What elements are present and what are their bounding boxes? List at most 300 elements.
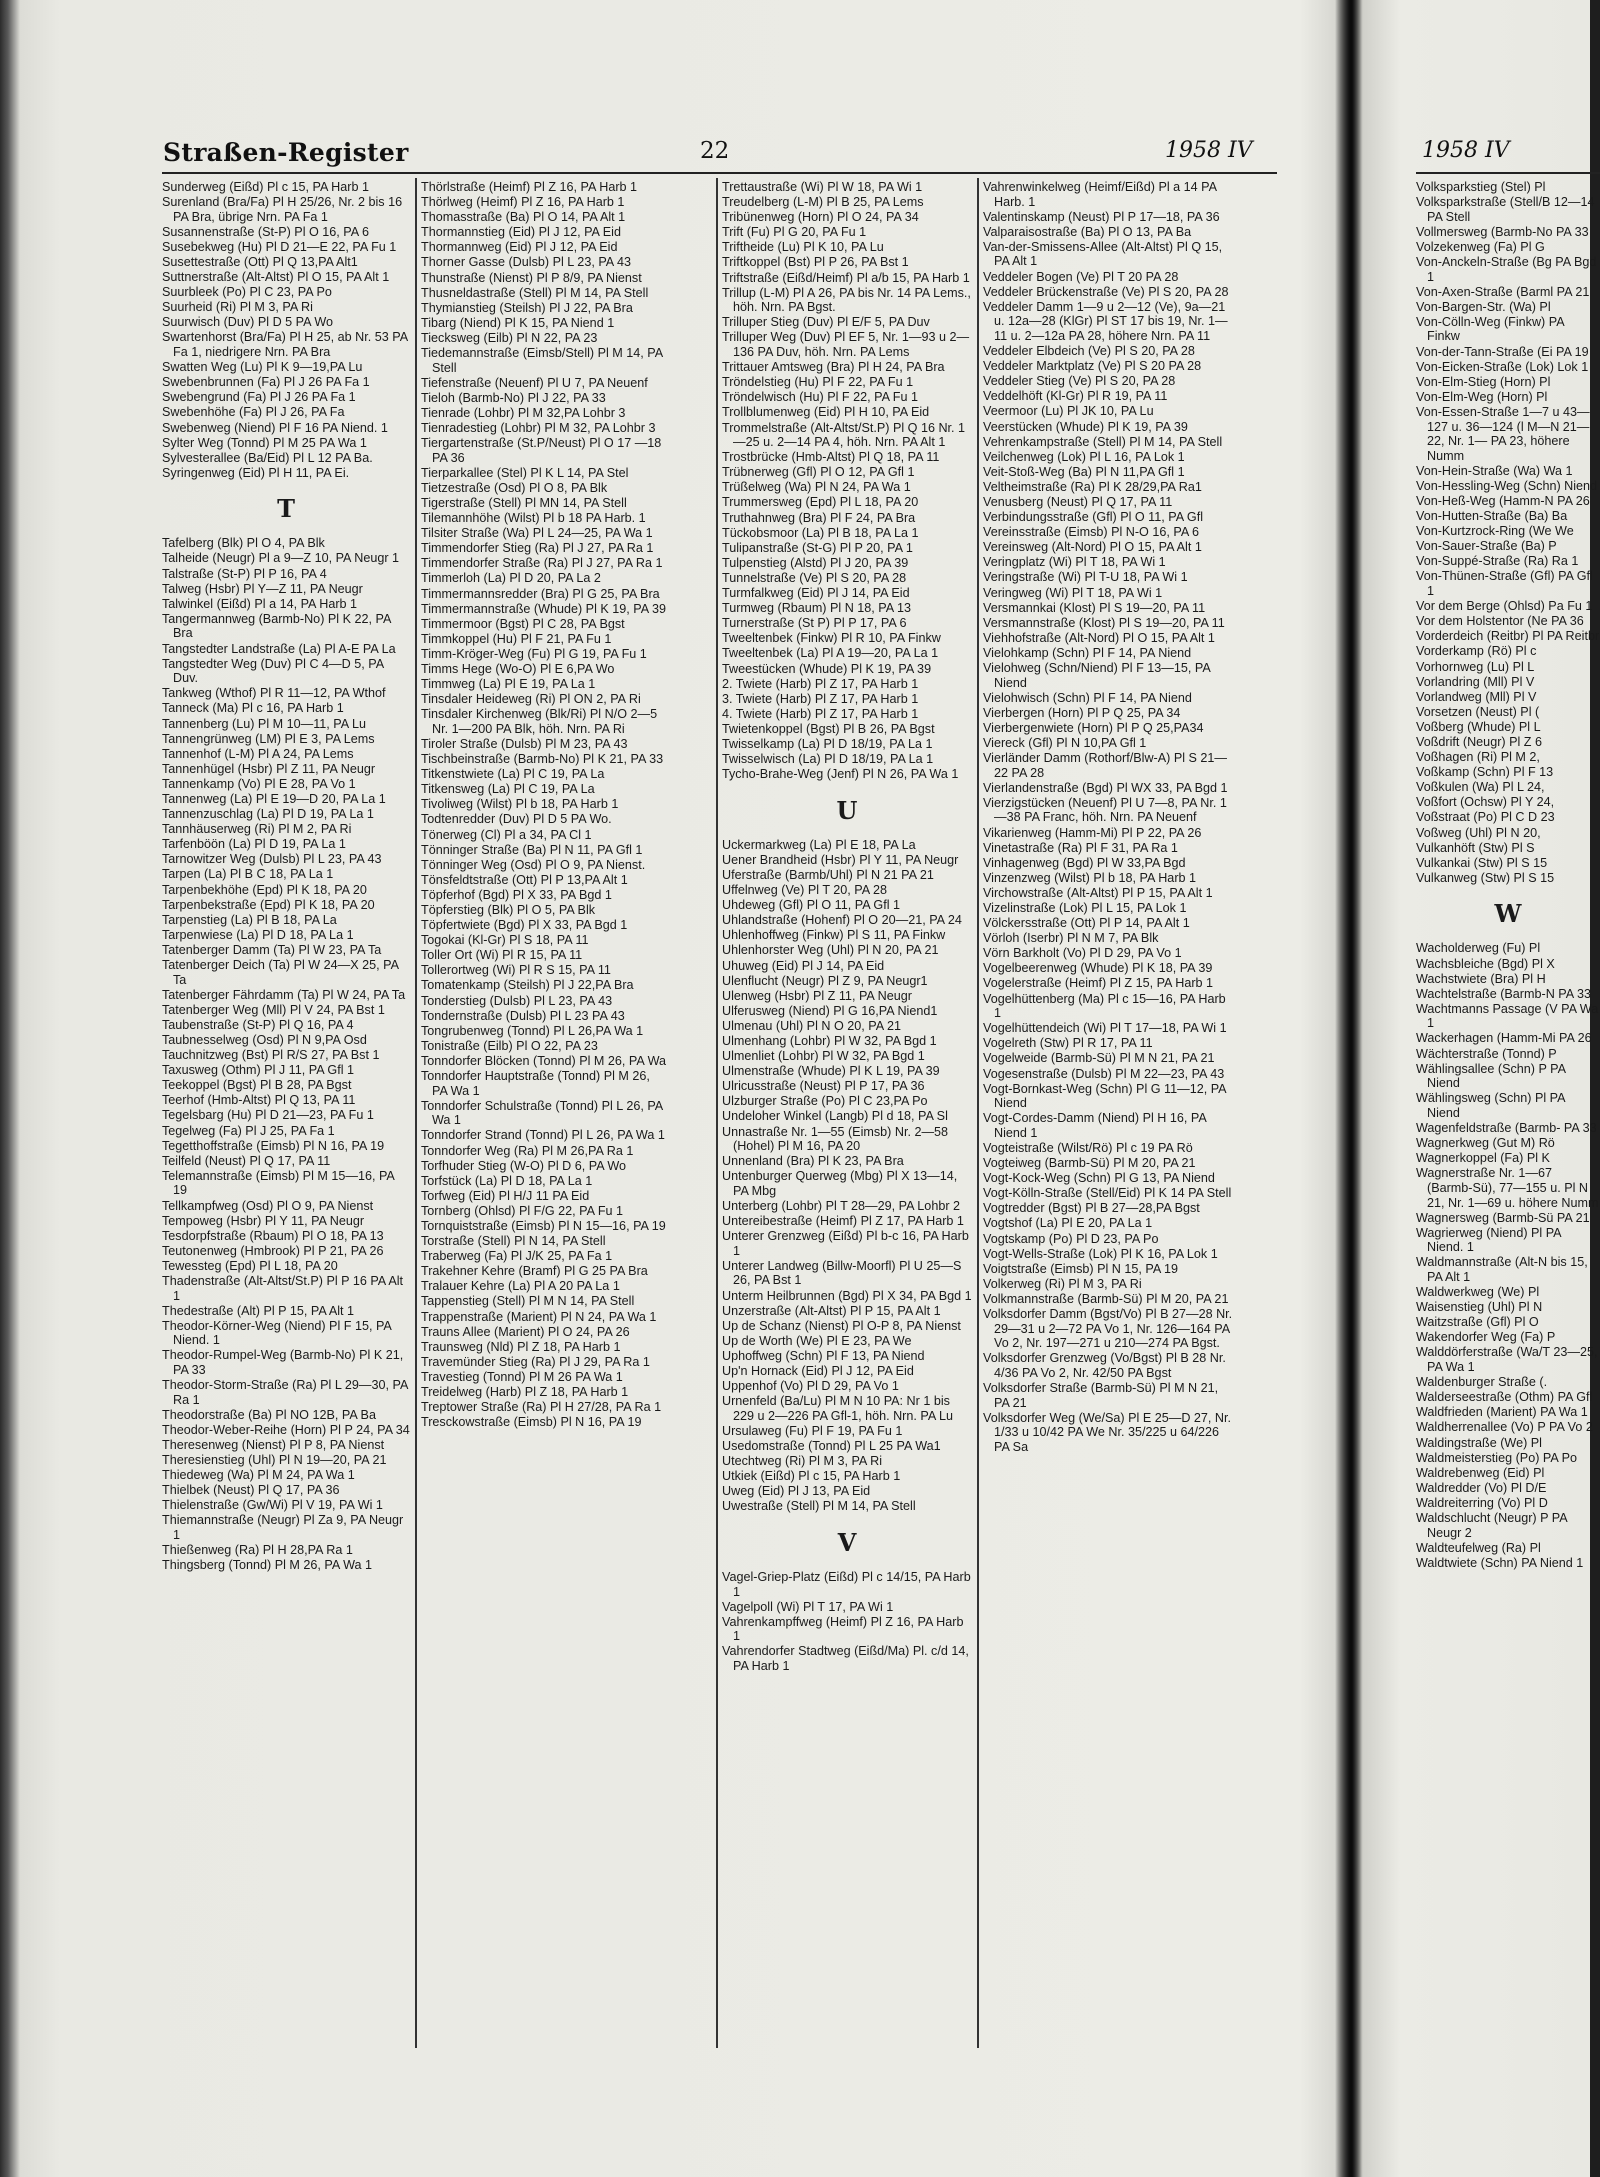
street-entry: Treudelberg (L-M) Pl B 25, PA Lems	[722, 195, 924, 210]
street-entry: Volksparkstraße (Stell/B 12—14 PA Stell	[1416, 195, 1595, 224]
street-entry: Ulricusstraße (Neust) Pl P 17, PA 36	[722, 1079, 925, 1094]
street-entry: Thingsberg (Tonnd) Pl M 26, PA Wa 1	[162, 1558, 372, 1573]
street-entry: Uhlandstraße (Hohenf) Pl O 20—21, PA 24	[722, 913, 962, 928]
street-entry: Vogt-Wells-Straße (Lok) Pl K 16, PA Lok 1	[983, 1246, 1218, 1261]
street-entry: Vorlandweg (Mll) Pl V	[1416, 689, 1537, 704]
street-entry: Tonderstieg (Dulsb) Pl L 23, PA 43	[421, 993, 613, 1008]
street-entry: Voßkamp (Schn) Pl F 13	[1416, 765, 1554, 780]
street-entry: Unnenland (Bra) Pl K 23, PA Bra	[722, 1154, 904, 1169]
section-letter-w: W	[1494, 899, 1522, 929]
street-entry: Theodor-Weber-Reihe (Horn) Pl P 24, PA 34	[162, 1422, 410, 1437]
street-entry: Sylvesterallee (Ba/Eid) Pl L 12 PA Ba.	[162, 450, 373, 465]
street-entry: Traunsweg (Nld) Pl Z 18, PA Harb 1	[421, 1339, 621, 1354]
street-entry: Veit-Stoß-Weg (Ba) Pl N 11,PA Gfl 1	[983, 464, 1185, 479]
street-entry: Teilfeld (Neust) Pl Q 17, PA 11	[162, 1153, 331, 1168]
street-entry: Tangstedter Landstraße (La) Pl A-E PA La	[162, 641, 396, 656]
street-entry: Thörlweg (Heimf) Pl Z 16, PA Harb 1	[421, 195, 625, 210]
street-entry: Wagnerkoppel (Fa) Pl K	[1416, 1151, 1550, 1166]
street-entry: Traberweg (Fa) Pl J/K 25, PA Fa 1	[421, 1249, 613, 1264]
street-entry: Von-Suppé-Straße (Ra) Ra 1	[1416, 554, 1579, 569]
street-entry: Von-der-Tann-Straße (Ei PA 19	[1416, 344, 1589, 359]
street-entry: Tornberg (Ohlsd) Pl F/G 22, PA Fu 1	[421, 1203, 624, 1218]
street-entry: Taxusweg (Othm) Pl J 11, PA Gfl 1	[162, 1063, 355, 1078]
entry-list	[1416, 941, 1600, 1570]
street-entry: Theodor-Storm-Straße (Ra) Pl L 29—30, PA Ra 1	[162, 1378, 408, 1407]
street-entry: Viehhofstraße (Alt-Nord) Pl O 15, PA Alt 1	[983, 630, 1215, 645]
street-entry: Thießenweg (Ra) Pl H 28,PA Ra 1	[162, 1543, 353, 1558]
street-entry: Vorlandring (Mll) Pl V	[1416, 674, 1535, 689]
street-entry: Tafelberg (Blk) Pl O 4, PA Blk	[162, 536, 325, 551]
street-entry: Walddörferstraße (Wa/T 23—25, PA Wa 1	[1416, 1345, 1598, 1375]
street-entry: Wagnerkweg (Gut M) Rö	[1416, 1136, 1555, 1151]
street-entry: Thormannweg (Eid) Pl J 12, PA Eid	[421, 240, 618, 255]
street-entry: Valentinskamp (Neust) Pl P 17—18, PA 36	[983, 209, 1220, 224]
street-entry: Tivoliweg (Wilst) Pl b 18, PA Harb 1	[421, 797, 619, 812]
street-entry: Tribünenweg (Horn) Pl O 24, PA 34	[722, 210, 919, 225]
street-entry: Unterer Grenzweg (Eißd) Pl b-c 16, PA Harb 1	[722, 1229, 969, 1258]
street-entry: Tempoweg (Hsbr) Pl Y 11, PA Neugr	[162, 1213, 365, 1228]
street-entry: Tarpenbekstraße (Epd) Pl K 18, PA 20	[162, 897, 375, 912]
street-entry: Suurbleek (Po) Pl C 23, PA Po	[162, 285, 332, 300]
street-entry: Wagenfeldstraße (Barmb- PA 33	[1416, 1121, 1597, 1136]
street-entry: Voßkulen (Wa) Pl L 24,	[1416, 780, 1545, 795]
street-entry: Utkiek (Eißd) Pl c 15, PA Harb 1	[722, 1469, 901, 1484]
street-entry: Tierparkallee (Stel) Pl K L 14, PA Stel	[421, 465, 629, 480]
street-entry: Theodorstraße (Ba) Pl NO 12B, PA Ba	[162, 1407, 376, 1422]
street-entry: Triftstraße (Eißd/Heimf) Pl a/b 15, PA Harb 1	[722, 270, 970, 285]
street-entry: Uffelnweg (Ve) Pl T 20, PA 28	[722, 883, 887, 898]
street-entry: Todtenredder (Duv) Pl D 5 PA Wo.	[421, 812, 612, 827]
street-entry: Von-Hessling-Weg (Schn) Niend	[1416, 478, 1598, 493]
street-entry: Vierbergen (Horn) Pl P Q 25, PA 34	[983, 705, 1181, 720]
street-entry: Vogelbeerenweg (Whude) Pl K 18, PA 39	[983, 961, 1213, 976]
street-entry: Thielenstraße (Gw/Wi) Pl V 19, PA Wi 1	[162, 1498, 383, 1513]
street-entry: Trummersweg (Epd) Pl L 18, PA 20	[722, 495, 919, 510]
street-entry: Töpferstieg (Blk) Pl O 5, PA Blk	[421, 903, 596, 917]
street-entry: Treptower Straße (Ra) Pl H 27/28, PA Ra 1	[421, 1400, 662, 1415]
street-entry: Tatenberger Damm (Ta) Pl W 23, PA Ta	[162, 942, 382, 957]
street-entry: Von-Essen-Straße 1—7 u 43—127 u. 36—124 (l M—N 21—22, Nr. 1— PA 23, höhere Numm	[1416, 404, 1590, 463]
street-entry: Tongrubenweg (Tonnd) Pl L 26,PA Wa 1	[421, 1023, 644, 1038]
street-entry: Truthahnweg (Bra) Pl F 24, PA Bra	[722, 510, 916, 525]
street-entry: Wackerhagen (Hamm-Mi PA 26	[1416, 1031, 1592, 1046]
street-entry: Unnastraße Nr. 1—55 (Eimsb) Nr. 2—58 (Hohel) Pl M 16, PA 20	[722, 1124, 949, 1154]
street-entry: Valparaisostraße (Ba) Pl O 13, PA Ba	[983, 224, 1192, 239]
street-entry: Tegetthoffstraße (Eimsb) Pl N 16, PA 19	[162, 1138, 385, 1153]
street-entry: Viereck (Gfl) Pl N 10,PA Gfl 1	[983, 735, 1147, 750]
street-entry: Von-Elm-Weg (Horn) Pl	[1416, 389, 1548, 404]
street-entry: Vagelpoll (Wi) Pl T 17, PA Wi 1	[722, 1599, 894, 1614]
street-entry: Tankweg (Wthof) Pl R 11—12, PA Wthof	[162, 686, 386, 701]
street-entry: Tralauer Kehre (La) Pl A 20 PA La 1	[421, 1279, 620, 1294]
street-entry: Turmweg (Rbaum) Pl N 18, PA 13	[722, 601, 911, 616]
street-entry: Uener Brandheid (Hsbr) Pl Y 11, PA Neugr	[722, 852, 959, 867]
street-entry: Vogelweide (Barmb-Sü) Pl M N 21, PA 21	[983, 1051, 1215, 1066]
street-entry: Thiemannstraße (Neugr) Pl Za 9, PA Neugr 1	[162, 1513, 404, 1543]
street-entry: Unzerstraße (Alt-Altst) Pl P 15, PA Alt 1	[722, 1303, 941, 1318]
street-entry: Swebengrund (Fa) Pl J 26 PA Fa 1	[162, 390, 356, 405]
street-entry: Vörloh (Iserbr) Pl N M 7, PA Blk	[983, 931, 1159, 946]
street-entry: Vogtredder (Bgst) Pl B 27—28,PA Bgst	[983, 1201, 1200, 1216]
entry-list	[162, 180, 410, 480]
street-entry: Turnerstraße (St P) Pl P 17, PA 6	[722, 616, 907, 631]
street-entry: Volzekenweg (Fa) Pl G	[1416, 239, 1545, 254]
street-entry: Surenland (Bra/Fa) Pl H 25/26, Nr. 2 bis 16 PA Bra, übrige Nrn. PA Fa 1	[162, 195, 403, 224]
street-entry: Veerstücken (Whude) Pl K 19, PA 39	[983, 419, 1188, 434]
street-entry: Veddeler Brückenstraße (Ve) Pl S 20, PA 28	[983, 284, 1229, 299]
edition-year-left: 1958 IV	[1165, 138, 1253, 163]
street-entry: Tegelweg (Fa) Pl J 25, PA Fa 1	[162, 1123, 335, 1138]
street-entry: Torfstück (La) Pl D 18, PA La 1	[421, 1173, 593, 1188]
street-entry: Wachsbleiche (Bgd) Pl X	[1416, 956, 1555, 971]
street-entry: Tarpenbekhöhe (Epd) Pl K 18, PA 20	[162, 882, 367, 897]
street-entry: Theodor-Körner-Weg (Niend) Pl F 15, PA Niend. 1	[162, 1318, 392, 1348]
street-entry: Sunderweg (Eißd) Pl c 15, PA Harb 1	[162, 180, 369, 194]
street-entry: Trift (Fu) Pl G 20, PA Fu 1	[722, 225, 867, 240]
street-entry: Waldherrenallee (Vo) P PA Vo 2	[1416, 1420, 1593, 1435]
street-entry: Swartenhorst (Bra/Fa) Pl H 25, ab Nr. 53 PA Fa 1, niedrigere Nrn. PA Bra	[162, 330, 408, 360]
street-entry: Ulenweg (Hsbr) Pl Z 11, PA Neugr	[722, 988, 912, 1003]
street-entry: Vulkankai (Stw) Pl S 15	[1416, 855, 1548, 870]
street-entry: Tarpenwiese (La) Pl D 18, PA La 1	[162, 927, 354, 942]
street-entry: Voßhagen (Ri) Pl M 2,	[1416, 750, 1540, 765]
street-entry: Vikarienweg (Hamm-Mi) Pl P 22, PA 26	[983, 825, 1202, 840]
street-entry: Voßweg (Uhl) Pl N 20,	[1416, 825, 1541, 840]
street-entry: Von-Bargen-Str. (Wa) Pl	[1416, 299, 1551, 314]
street-entry: Veddeler Elbdeich (Ve) Pl S 20, PA 28	[983, 344, 1195, 359]
street-entry: Ulmenliet (Lohbr) Pl W 32, PA Bgd 1	[722, 1049, 925, 1064]
entry-list	[722, 180, 972, 782]
street-entry: Vorderkamp (Rö) Pl c	[1416, 644, 1537, 659]
entry-list	[722, 1570, 972, 1674]
street-entry: Untenburger Querweg (Mbg) Pl X 13—14, PA Mbg	[722, 1169, 958, 1198]
street-entry: Tiefenstraße (Neuenf) Pl U 7, PA Neuenf	[421, 375, 648, 390]
street-entry: Tienrade (Lohbr) Pl M 32,PA Lohbr 3	[421, 405, 626, 420]
street-entry: Von-Cölln-Weg (Finkw) PA Finkw	[1416, 314, 1564, 344]
street-entry: Uhlenhoffweg (Finkw) Pl S 11, PA Finkw	[722, 928, 946, 943]
street-entry: Vogelerstraße (Heimf) Pl Z 15, PA Harb 1	[983, 976, 1214, 991]
street-entry: Waldreiterring (Vo) Pl D	[1416, 1495, 1548, 1510]
edition-year-right: 1958 IV	[1422, 138, 1510, 163]
street-entry: Uckermarkweg (La) Pl E 18, PA La	[722, 837, 916, 852]
street-entry: Veddeler Damm 1—9 u 2—12 (Ve), 9a—21 u. 12a—28 (KlGr) Pl ST 17 bis 19, Nr. 1—11 u. 2—12a PA 28, höhere Nrn. PA 11	[983, 299, 1228, 343]
street-entry: Twisselwisch (La) Pl D 18/19, PA La 1	[722, 752, 934, 767]
street-entry: Veilchenweg (Lok) Pl L 16, PA Lok 1	[983, 449, 1185, 464]
street-entry: Tornquiststraße (Eimsb) Pl N 15—16, PA 19	[421, 1218, 666, 1233]
street-entry: Vogt-Bornkast-Weg (Schn) Pl G 11—12, PA Niend	[983, 1081, 1226, 1111]
street-entry: Timmweg (La) Pl E 19, PA La 1	[421, 677, 596, 692]
header-rule-left	[162, 172, 1277, 174]
header-rule-right	[1416, 172, 1600, 174]
street-entry: Vagel-Griep-Platz (Eißd) Pl c 14/15, PA Harb 1	[722, 1569, 971, 1599]
street-entry: Tannenzuschlag (La) Pl D 19, PA La 1	[162, 807, 374, 822]
street-entry: Vogt-Kölln-Straße (Stell/Eid) Pl K 14 PA Stell	[983, 1186, 1232, 1201]
street-entry: Tannengrünweg (LM) Pl E 3, PA Lems	[162, 731, 375, 746]
street-entry: Vor dem Berge (Ohlsd) Pa Fu 1	[1416, 599, 1593, 614]
street-entry: Wagnerstraße Nr. 1—67 (Barmb-Sü), 77—155 u. Pl N 21, Nr. 1—69 u. höhere Numm	[1416, 1166, 1599, 1210]
street-entry: Tonndorfer Blöcken (Tonnd) Pl M 26, PA Wa	[421, 1053, 666, 1068]
street-entry: Veddelhöft (Kl-Gr) Pl R 19, PA 11	[983, 389, 1168, 404]
street-entry: Tarpen (La) Pl B C 18, PA La 1	[162, 867, 334, 882]
street-entry: Thunstraße (Nienst) Pl P 8/9, PA Nienst	[421, 270, 642, 285]
street-entry: Tieloh (Barmb-No) Pl J 22, PA 33	[421, 390, 606, 405]
street-entry: Tilsiter Straße (Wa) Pl L 24—25, PA Wa 1	[421, 526, 653, 541]
street-entry: Vahrenkampffweg (Heimf) Pl Z 16, PA Harb 1	[722, 1614, 964, 1644]
street-entry: Von-Hutten-Straße (Ba) Ba	[1416, 509, 1568, 524]
street-entry: Verbindungsstraße (Gfl) Pl O 11, PA Gfl	[983, 510, 1204, 525]
street-entry: Timmermannsredder (Bra) Pl G 25, PA Bra	[421, 586, 660, 601]
street-entry: Vinetastraße (Ra) Pl F 31, PA Ra 1	[983, 840, 1178, 855]
street-entry: Teekoppel (Bgst) Pl B 28, PA Bgst	[162, 1078, 352, 1093]
street-entry: Wagrierweg (Niend) Pl PA Niend. 1	[1416, 1225, 1561, 1255]
street-entry: Walderseestraße (Othm) PA Gfl	[1416, 1390, 1593, 1405]
street-entry: Von-Heß-Weg (Hamm-N PA 26	[1416, 493, 1590, 508]
street-column-2	[421, 180, 668, 2060]
street-entry: Voßstraat (Po) Pl C D 23	[1416, 810, 1555, 825]
street-entry: Trittauer Amtsweg (Bra) Pl H 24, PA Bra	[722, 360, 945, 375]
street-entry: Veddeler Marktplatz (Ve) Pl S 20 PA 28	[983, 359, 1202, 374]
street-entry: Tonistraße (Eilb) Pl O 22, PA 23	[421, 1038, 598, 1053]
street-entry: Tunnelstraße (Ve) Pl S 20, PA 28	[722, 570, 907, 585]
street-entry: Tiroler Straße (Dulsb) Pl M 23, PA 43	[421, 736, 628, 751]
street-entry: Tröndelwisch (Hu) Pl F 22, PA Fu 1	[722, 390, 918, 405]
street-entry: Usedomstraße (Tonnd) Pl L 25 PA Wa1	[722, 1439, 941, 1453]
street-entry: Von-Hein-Straße (Wa) Wa 1	[1416, 463, 1573, 478]
street-entry: Von-Eicken-Straße (Lok) Lok 1	[1416, 359, 1589, 374]
street-entry: Veddeler Bogen (Ve) Pl T 20 PA 28	[983, 269, 1179, 284]
street-entry: Von-Thünen-Straße (Gfl) PA Gfl 1	[1416, 569, 1593, 599]
street-entry: Von-Sauer-Straße (Ba) P	[1416, 539, 1557, 554]
street-entry: Travemünder Stieg (Ra) Pl J 29, PA Ra 1	[421, 1354, 650, 1369]
street-entry: Volksparkstieg (Stel) Pl	[1416, 180, 1546, 194]
street-entry: Waldfrieden (Marient) PA Wa 1	[1416, 1405, 1588, 1420]
street-entry: Toller Ort (Wi) Pl R 15, PA 11	[421, 948, 583, 963]
street-entry: Taubnesselweg (Osd) Pl N 9,PA Osd	[162, 1032, 367, 1047]
street-entry: Voßberg (Whude) Pl L	[1416, 719, 1541, 734]
street-entry: Trilluper Weg (Duv) Pl EF 5, Nr. 1—93 u 2—136 PA Duv, höh. Nrn. PA Lems	[722, 330, 970, 360]
street-entry: Tiergartenstraße (St.P/Neust) Pl O 17 —18 PA 36	[421, 436, 662, 465]
street-entry: Tangermannweg (Barmb-No) Pl K 22, PA Bra	[162, 611, 391, 641]
street-entry: Tückobsmoor (La) Pl B 18, PA La 1	[722, 525, 919, 540]
street-entry: Swatten Weg (Lu) Pl K 9—19,PA Lu	[162, 360, 363, 375]
street-entry: Ulmenstraße (Whude) Pl K L 19, PA 39	[722, 1064, 940, 1079]
street-entry: Thymianstieg (Steilsh) Pl J 22, PA Bra	[421, 300, 633, 315]
street-entry: Theodor-Rumpel-Weg (Barmb-No) Pl K 21, PA 33	[162, 1348, 404, 1378]
street-entry: Tweeltenbek (La) Pl A 19—20, PA La 1	[722, 646, 939, 661]
street-entry: Tönninger Weg (Osd) Pl O 9, PA Nienst.	[421, 857, 646, 872]
street-entry: Ulzburger Straße (Po) Pl C 23,PA Po	[722, 1094, 928, 1109]
street-entry: Tulpenstieg (Alstd) Pl J 20, PA 39	[722, 555, 909, 570]
street-entry: Tegelsbarg (Hu) Pl D 21—23, PA Fu 1	[162, 1108, 374, 1123]
street-entry: Suttnerstraße (Alt-Altst) Pl O 15, PA Alt 1	[162, 270, 390, 285]
street-entry: Volksdorfer Grenzweg (Vo/Bgst) Pl B 28 Nr. 4/36 PA Vo 2, Nr. 42/50 PA Bgst	[983, 1351, 1226, 1380]
street-column-4	[983, 180, 1233, 2060]
street-entry: Versmannkai (Klost) Pl S 19—20, PA 11	[983, 600, 1206, 615]
street-entry: Tauchnitzweg (Bst) Pl R/S 27, PA Bst 1	[162, 1048, 380, 1063]
street-entry: Tycho-Brahe-Weg (Jenf) Pl N 26, PA Wa 1	[722, 767, 959, 782]
street-entry: Vielohkamp (Schn) Pl F 14, PA Niend	[983, 645, 1192, 660]
street-entry: Trauns Allee (Marient) Pl O 24, PA 26	[421, 1324, 630, 1339]
street-entry: Veringweg (Wi) Pl T 18, PA Wi 1	[983, 585, 1163, 600]
street-entry: Trettaustraße (Wi) Pl W 18, PA Wi 1	[722, 180, 923, 194]
street-entry: Uppenhof (Vo) Pl D 29, PA Vo 1	[722, 1379, 899, 1394]
street-entry: Torstraße (Stell) Pl N 14, PA Stell	[421, 1234, 606, 1249]
street-entry: Vogelhüttenberg (Ma) Pl c 15—16, PA Harb 1	[983, 991, 1226, 1021]
street-entry: Wächterstraße (Tonnd) P	[1416, 1046, 1557, 1061]
street-entry: Uphoffweg (Schn) Pl F 13, PA Niend	[722, 1348, 925, 1363]
street-entry: Vollmersweg (Barmb-No PA 33	[1416, 224, 1589, 239]
street-entry: Tinsdaler Kirchenweg (Blk/Ri) Pl N/O 2—5 Nr. 1—200 PA Blk, höh. Nrn. PA Ri	[421, 707, 658, 736]
street-entry: Trollblumenweg (Eid) Pl H 10, PA Eid	[722, 405, 930, 420]
street-entry: Vinhagenweg (Bgd) Pl W 33,PA Bgd	[983, 855, 1186, 870]
street-entry: Titkenstwiete (La) Pl C 19, PA La	[421, 767, 605, 782]
register-title: Straßen-Register	[163, 138, 409, 167]
street-entry: Tiecksweg (Eilb) Pl N 22, PA 23	[421, 330, 598, 345]
street-entry: Urnenfeld (Ba/Lu) Pl M N 10 PA: Nr 1 bis 229 u 2—226 PA Gfl-1, höh. Nrn. PA Lu	[722, 1394, 954, 1423]
book-gutter-shadow	[1335, 0, 1363, 2177]
street-entry: Thusneldastraße (Stell) Pl M 14, PA Stell	[421, 285, 649, 300]
street-entry: Undeloher Winkel (Langb) Pl d 18, PA Sl	[722, 1109, 948, 1124]
street-entry: Susebekweg (Hu) Pl D 21—E 22, PA Fu 1	[162, 239, 397, 254]
street-entry: Waldredder (Vo) Pl D/E	[1416, 1480, 1547, 1495]
street-entry: Volkerweg (Ri) Pl M 3, PA Ri	[983, 1276, 1142, 1291]
street-entry: Töpferhof (Bgd) Pl X 33, PA Bgd 1	[421, 887, 612, 902]
street-entry: Treidelweg (Harb) Pl Z 18, PA Harb 1	[421, 1385, 629, 1399]
street-entry: Tannenkamp (Vo) Pl E 28, PA Vo 1	[162, 776, 356, 791]
street-entry: Vogesenstraße (Dulsb) Pl M 22—23, PA 43	[983, 1066, 1225, 1081]
entry-list	[722, 838, 972, 1514]
street-entry: Swebenweg (Niend) Pl F 16 PA Niend. 1	[162, 420, 388, 435]
street-entry: Vierzigstücken (Neuenf) Pl U 7—8, PA Nr. 1—38 PA Franc, höh. Nrn. PA Neuenf	[983, 795, 1227, 825]
street-entry: Virchowstraße (Alt-Altst) Pl P 15, PA Alt 1	[983, 885, 1213, 900]
street-entry: Uweg (Eid) Pl J 13, PA Eid	[722, 1484, 871, 1499]
street-entry: Unterberg (Lohbr) Pl T 28—29, PA Lohbr 2	[722, 1199, 961, 1213]
street-entry: Thorner Gasse (Dulsb) Pl L 23, PA 43	[421, 255, 631, 270]
street-entry: Veltheimstraße (Ra) Pl K 28/29,PA Ra1	[983, 479, 1202, 494]
street-entry: Thormannstieg (Eid) Pl J 12, PA Eid	[421, 225, 621, 240]
street-entry: Tulipanstraße (St-G) Pl P 20, PA 1	[722, 540, 913, 555]
street-entry: Vogelhüttendeich (Wi) Pl T 17—18, PA Wi 1	[983, 1021, 1227, 1036]
street-entry: Unterer Landweg (Billw-Moorfl) Pl U 25—S 26, PA Bst 1	[722, 1258, 962, 1288]
street-entry: Vereinsweg (Alt-Nord) Pl O 15, PA Alt 1	[983, 540, 1202, 555]
street-entry: Trübnerweg (Gfl) Pl O 12, PA Gfl 1	[722, 465, 915, 480]
street-entry: Trommelstraße (Alt-Altst/St.P) Pl Q 16 Nr. 1—25 u. 2—14 PA 4, höh. Nrn. PA Alt 1	[722, 420, 966, 450]
street-entry: Von-Anckeln-Straße (Bg PA Bgd 1	[1416, 254, 1597, 284]
street-entry: Thomasstraße (Ba) Pl O 14, PA Alt 1	[421, 210, 626, 225]
street-entry: Tweeltenbek (Finkw) Pl R 10, PA Finkw	[722, 631, 941, 646]
street-entry: Wachstwiete (Bra) Pl H	[1416, 971, 1546, 986]
street-entry: Tönsfeldtstraße (Ott) Pl P 13,PA Alt 1	[421, 872, 628, 887]
street-entry: Versmannstraße (Klost) Pl S 19—20, PA 11	[983, 615, 1225, 630]
street-entry: Theresenweg (Nienst) Pl P 8, PA Nienst	[162, 1438, 385, 1452]
street-entry: Timmermannstraße (Whude) Pl K 19, PA 39	[421, 601, 666, 616]
street-entry: Thörlstraße (Heimf) Pl Z 16, PA Harb 1	[421, 180, 638, 194]
street-entry: Talweg (Hsbr) Pl Y—Z 11, PA Neugr	[162, 581, 363, 596]
street-entry: Theresienstieg (Uhl) Pl N 19—20, PA 21	[162, 1453, 387, 1468]
street-entry: Wakendorfer Weg (Fa) P	[1416, 1330, 1556, 1345]
street-entry: Trillup (L-M) Pl A 26, PA bis Nr. 14 PA Lems., höh. Nrn. PA Bgst.	[722, 285, 971, 315]
street-entry: Utechtweg (Ri) Pl M 3, PA Ri	[722, 1454, 883, 1469]
street-entry: Vogt-Cordes-Damm (Niend) Pl H 16, PA Niend 1	[983, 1111, 1207, 1140]
street-entry: 4. Twiete (Harb) Pl Z 17, PA Harb 1	[722, 706, 919, 721]
street-entry: Vogtshof (La) Pl E 20, PA La 1	[983, 1216, 1153, 1231]
street-entry: Twisselkamp (La) Pl D 18/19, PA La 1	[722, 736, 933, 751]
street-entry: Tischbeinstraße (Barmb-No) Pl K 21, PA 33	[421, 752, 664, 767]
street-entry: Wachtmanns Passage (V PA Wa 1	[1416, 1001, 1599, 1031]
street-entry: Timmendorfer Straße (Ra) Pl J 27, PA Ra 1	[421, 556, 663, 571]
street-entry: Untereibestraße (Heimf) Pl Z 17, PA Harb 1	[722, 1214, 964, 1229]
street-entry: Tomatenkamp (Steilsh) Pl J 22,PA Bra	[421, 978, 634, 993]
street-entry: Wachtelstraße (Barmb-N PA 33	[1416, 986, 1591, 1001]
street-entry: Teerhof (Hmb-Altst) Pl Q 13, PA 11	[162, 1093, 356, 1108]
column-divider-1	[415, 178, 417, 2048]
street-entry: Vierländer Damm (Rothorf/Blw-A) Pl S 21—22 PA 28	[983, 751, 1228, 780]
street-entry: Tibarg (Niend) Pl K 15, PA Niend 1	[421, 315, 615, 330]
street-entry: Waldtwiete (Schn) PA Niend 1	[1416, 1555, 1584, 1570]
street-entry: Waldrebenweg (Eid) Pl	[1416, 1465, 1545, 1480]
street-entry: Töpfertwiete (Bgd) Pl X 33, PA Bgd 1	[421, 918, 628, 933]
street-entry: Veddeler Stieg (Ve) Pl S 20, PA 28	[983, 374, 1176, 389]
street-entry: Talheide (Neugr) Pl a 9—Z 10, PA Neugr 1	[162, 551, 400, 566]
street-entry: Tatenberger Weg (Mll) Pl V 24, PA Bst 1	[162, 1002, 385, 1017]
street-entry: Vorsetzen (Neust) Pl (	[1416, 704, 1540, 719]
street-entry: Turmfalkweg (Eid) Pl J 14, PA Eid	[722, 586, 910, 601]
street-entry: Waldmeisterstieg (Po) PA Po	[1416, 1450, 1577, 1465]
street-entry: Vereinsstraße (Eimsb) Pl N-O 16, PA 6	[983, 525, 1200, 540]
street-entry: Tatenberger Fährdamm (Ta) Pl W 24, PA Ta	[162, 987, 406, 1002]
street-entry: Vierbergenwiete (Horn) Pl P Q 25,PA34	[983, 720, 1204, 735]
street-entry: Vorderdeich (Reitbr) Pl PA Reitbr	[1416, 629, 1600, 644]
section-letter-v: V	[837, 1527, 857, 1557]
street-entry: Vielohweg (Schn/Niend) Pl F 13—15, PA Niend	[983, 661, 1211, 690]
street-entry: Voigtstraße (Eimsb) Pl N 15, PA 19	[983, 1261, 1179, 1276]
street-entry: Tanneck (Ma) Pl c 16, PA Harb 1	[162, 701, 344, 716]
street-entry: Travestieg (Tonnd) Pl M 26 PA Wa 1	[421, 1369, 623, 1384]
street-entry: Tewessteg (Epd) Pl L 18, PA 20	[162, 1258, 338, 1273]
street-entry: Veringstraße (Wi) Pl T-U 18, PA Wi 1	[983, 570, 1188, 585]
street-entry: Titkensweg (La) Pl C 19, PA La	[421, 782, 595, 797]
street-entry: Timm-Kröger-Weg (Fu) Pl G 19, PA Fu 1	[421, 646, 647, 661]
street-entry: Trakehner Kehre (Bramf) Pl G 25 PA Bra	[421, 1264, 648, 1279]
street-entry: Vierlandenstraße (Bgd) Pl WX 33, PA Bgd 1	[983, 780, 1228, 795]
street-entry: Susettestraße (Ott) Pl Q 13,PA Alt1	[162, 254, 358, 269]
street-entry: Syringenweg (Eid) Pl H 11, PA Ei.	[162, 465, 350, 480]
street-entry: Vehrenkampstraße (Stell) Pl M 14, PA Stell	[983, 434, 1223, 449]
street-entry: Tönninger Straße (Ba) Pl N 11, PA Gfl 1	[421, 842, 643, 857]
street-entry: Von-Axen-Straße (Barml PA 21	[1416, 284, 1590, 299]
street-entry: Veermoor (Lu) Pl JK 10, PA Lu	[983, 404, 1154, 419]
street-entry: Waldwerkweg (We) Pl	[1416, 1285, 1540, 1300]
entry-list	[983, 180, 1233, 1454]
street-entry: Voßdrift (Neugr) Pl Z 6	[1416, 734, 1542, 749]
street-entry: Tannhäuserweg (Ri) Pl M 2, PA Ri	[162, 822, 352, 837]
street-entry: 3. Twiete (Harb) Pl Z 17, PA Harb 1	[722, 691, 919, 706]
street-entry: Venusberg (Neust) Pl Q 17, PA 11	[983, 494, 1173, 509]
street-column-3	[722, 180, 972, 2060]
street-entry: Waldenburger Straße (.	[1416, 1375, 1548, 1390]
street-entry: Tondernstraße (Dulsb) Pl L 23 PA 43	[421, 1008, 625, 1023]
street-entry: Timmendorfer Stieg (Ra) Pl J 27, PA Ra 1	[421, 541, 654, 556]
street-entry: Volksdorfer Weg (We/Sa) Pl E 25—D 27, Nr. 1/33 u 10/42 PA We Nr. 35/225 u 64/226 PA Sa	[983, 1410, 1232, 1454]
street-entry: Volksdorfer Damm (Bgst/Vo) Pl B 27—28 Nr. 29—31 u 2—72 PA Vo 1, Nr. 126—164 PA Vo 2, Nr. 197—271 u 210—274 PA Bgst.	[983, 1307, 1233, 1351]
street-entry: Tannenhof (L-M) Pl A 24, PA Lems	[162, 746, 354, 761]
street-entry: Waldteufelweg (Ra) Pl	[1416, 1540, 1541, 1555]
street-entry: Vorhornweg (Lu) Pl L	[1416, 659, 1535, 674]
street-entry: Vizelinstraße (Lok) Pl L 15, PA Lok 1	[983, 901, 1187, 915]
street-entry: Up'n Hornack (Eid) Pl J 12, PA Eid	[722, 1364, 914, 1379]
street-entry: Tarnowitzer Weg (Dulsb) Pl L 23, PA 43	[162, 852, 382, 867]
street-entry: 2. Twiete (Harb) Pl Z 17, PA Harb 1	[722, 676, 919, 691]
